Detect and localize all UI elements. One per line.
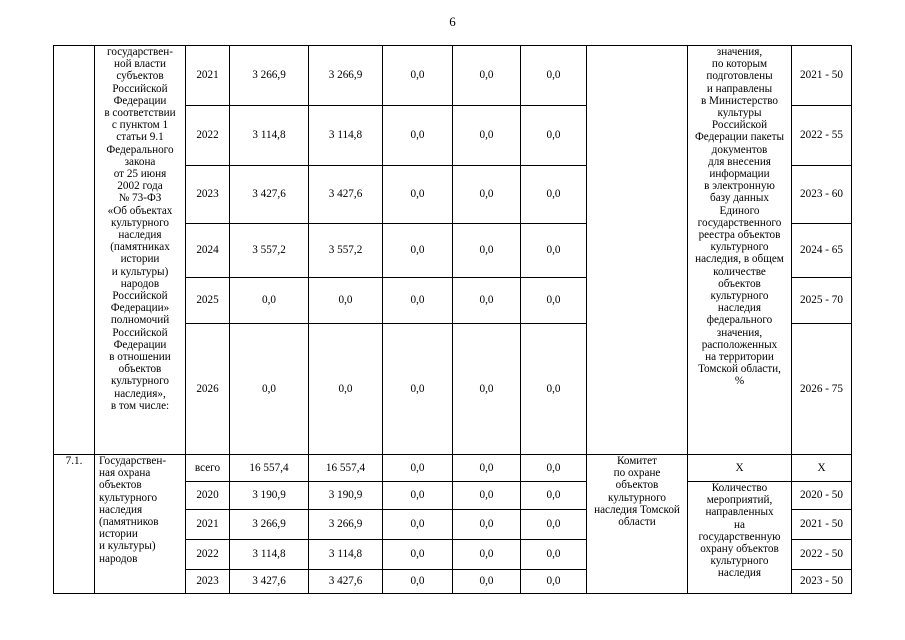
- indicator-line: базу данных: [710, 192, 769, 205]
- indicator-line: на территории: [705, 351, 774, 364]
- measure-line: № 73-ФЗ: [118, 192, 162, 205]
- indicator-line: Российской: [711, 119, 768, 132]
- executor-line: по охране: [613, 467, 661, 480]
- indicator-line: культурного: [710, 555, 769, 568]
- total-cell: 16 557,4: [230, 455, 309, 482]
- measure-line: Российской: [112, 290, 168, 303]
- row-number-cell: 7.1.: [54, 455, 95, 594]
- budget-cell: 0,0: [453, 324, 521, 455]
- measure-line: закона: [124, 155, 156, 168]
- row-number-cell: [54, 46, 95, 455]
- budget-cell: 0,0: [453, 46, 521, 106]
- budget-cell: 0,0: [383, 510, 453, 540]
- indicator-line: культурного: [710, 241, 769, 254]
- measure-line: наследия: [118, 229, 162, 242]
- federal-cell: 0,0: [309, 278, 383, 324]
- budget-cell: 0,0: [383, 278, 453, 324]
- indicator-line: в Министерство: [700, 94, 779, 107]
- federal-cell: 3 427,6: [309, 570, 383, 594]
- measure-line: Федерации: [113, 338, 167, 351]
- measure-line: (памятников: [99, 516, 159, 529]
- federal-cell: 0,0: [309, 324, 383, 455]
- budget-cell: 0,0: [383, 224, 453, 278]
- indicator-line: в электронную: [704, 180, 775, 193]
- year-cell: 2022: [186, 540, 230, 570]
- budget-cell: 0,0: [521, 278, 587, 324]
- measure-line: Государствен-: [99, 455, 167, 467]
- federal-cell: 3 114,8: [309, 540, 383, 570]
- indicator-line: направленных: [705, 506, 774, 519]
- measure-line: ная охрана: [99, 467, 151, 480]
- measure-line: Российской: [112, 82, 168, 95]
- budget-cell: 0,0: [521, 46, 587, 106]
- indicator-line: документов: [711, 143, 768, 156]
- budget-cell: 0,0: [383, 540, 453, 570]
- indicator-description: [688, 482, 792, 594]
- measure-line: культурного: [99, 491, 158, 504]
- indicator-line: объектов: [718, 277, 761, 290]
- indicator-line: по которым: [711, 58, 768, 71]
- budget-cell: 0,0: [453, 166, 521, 224]
- year-cell: 2020: [186, 482, 230, 510]
- measure-line: и культуры): [111, 265, 169, 278]
- total-cell: 0,0: [230, 324, 309, 455]
- measure-line: Российской: [112, 326, 168, 339]
- target-value-cell: 2023 - 50: [792, 570, 852, 594]
- federal-cell: 3 557,2: [309, 224, 383, 278]
- budget-cell: 0,0: [453, 540, 521, 570]
- measure-line: Федерации: [113, 94, 167, 107]
- indicator-line: наследия: [717, 302, 762, 315]
- table-row: [54, 46, 852, 106]
- indicator-line: реестра объектов: [698, 229, 781, 242]
- measure-line: Федерации»: [110, 302, 170, 315]
- measure-line: и культуры): [99, 540, 156, 553]
- measure-line: ной власти: [114, 58, 166, 71]
- executor-line: Комитет: [616, 455, 658, 467]
- budget-cell: 0,0: [521, 540, 587, 570]
- measure-line: культурного: [110, 375, 170, 388]
- indicator-line: Количество: [711, 482, 768, 494]
- executor-cell: [587, 46, 688, 455]
- federal-cell: 3 190,9: [309, 482, 383, 510]
- measure-line: объектов: [99, 479, 142, 492]
- indicator-line: культурного: [710, 290, 769, 303]
- budget-cell: 0,0: [383, 166, 453, 224]
- indicator-line: Единого: [719, 204, 760, 217]
- target-value-cell: 2026 - 75: [792, 324, 852, 455]
- year-cell: 2021: [186, 510, 230, 540]
- target-value-cell: 2025 - 70: [792, 278, 852, 324]
- budget-cell: 0,0: [453, 510, 521, 540]
- indicator-description: [688, 46, 792, 455]
- indicator-line: информации: [709, 168, 770, 181]
- indicator-line: мероприятий,: [706, 494, 773, 507]
- measure-line: от 25 июня: [113, 168, 167, 181]
- measure-line: в том числе:: [110, 399, 170, 412]
- budget-cell: 0,0: [521, 166, 587, 224]
- measure-line: Федерального: [106, 143, 174, 156]
- indicator-line: на: [734, 518, 745, 531]
- budget-cell: 0,0: [383, 46, 453, 106]
- budget-cell: 0,0: [453, 570, 521, 594]
- measure-description: [95, 46, 186, 455]
- table-row: [54, 455, 852, 482]
- year-cell: 2025: [186, 278, 230, 324]
- indicator-line: для внесения: [708, 155, 771, 168]
- measure-line: «Об объектах: [107, 204, 173, 217]
- total-cell: 3 427,6: [230, 166, 309, 224]
- budget-cell: 0,0: [453, 455, 521, 482]
- indicator-line: количестве: [713, 265, 766, 278]
- x-mark-cell: Х: [792, 455, 852, 482]
- budget-cell: 0,0: [383, 106, 453, 166]
- measure-line: истории: [120, 253, 160, 266]
- measure-line: народов: [99, 552, 138, 565]
- executor-line: области: [618, 516, 656, 529]
- target-value-cell: 2024 - 65: [792, 224, 852, 278]
- indicator-line: значения,: [716, 326, 763, 339]
- executor-cell: [587, 455, 688, 594]
- federal-cell: 3 266,9: [309, 510, 383, 540]
- measure-line: государствен-: [107, 46, 173, 58]
- measure-line: наследия: [99, 503, 143, 516]
- indicator-line: федерального: [706, 314, 773, 327]
- budget-cell: 0,0: [521, 482, 587, 510]
- year-cell: 2024: [186, 224, 230, 278]
- program-table: [53, 45, 852, 594]
- total-cell: 3 266,9: [230, 510, 309, 540]
- executor-line: объектов: [615, 479, 659, 492]
- indicator-line: государственную: [698, 530, 781, 543]
- year-cell: 2023: [186, 166, 230, 224]
- measure-line: субъектов: [116, 70, 164, 83]
- indicator-line: культуры: [717, 107, 762, 120]
- total-cell: 3 557,2: [230, 224, 309, 278]
- target-value-cell: 2022 - 55: [792, 106, 852, 166]
- year-cell: 2026: [186, 324, 230, 455]
- target-value-cell: 2021 - 50: [792, 46, 852, 106]
- measure-line: статьи 9.1: [116, 131, 164, 144]
- measure-line: истории: [99, 528, 138, 541]
- indicator-line: Федерации пакеты: [694, 131, 785, 144]
- x-mark-cell: Х: [688, 455, 792, 482]
- measure-line: наследия»,: [114, 387, 166, 400]
- target-value-cell: 2023 - 60: [792, 166, 852, 224]
- year-cell: всего: [186, 455, 230, 482]
- total-cell: 3 114,8: [230, 540, 309, 570]
- measure-line: культурного: [110, 216, 170, 229]
- measure-line: полномочий: [110, 314, 170, 327]
- measure-line: с пунктом 1: [111, 119, 169, 132]
- indicator-line: Томской области,: [698, 363, 781, 376]
- budget-cell: 0,0: [453, 224, 521, 278]
- budget-cell: 0,0: [383, 324, 453, 455]
- measure-line: 2002 года: [117, 180, 163, 193]
- indicator-line: охрану объектов: [700, 543, 779, 556]
- budget-cell: 0,0: [521, 455, 587, 482]
- budget-cell: 0,0: [383, 455, 453, 482]
- page-number: 6: [449, 14, 456, 29]
- measure-description: [95, 455, 186, 594]
- budget-cell: 0,0: [521, 106, 587, 166]
- budget-cell: 0,0: [453, 278, 521, 324]
- total-cell: 3 114,8: [230, 106, 309, 166]
- target-value-cell: 2021 - 50: [792, 510, 852, 540]
- target-value-cell: 2022 - 50: [792, 540, 852, 570]
- measure-line: в соответствии: [104, 107, 176, 120]
- indicator-line: значения,: [716, 46, 763, 58]
- indicator-line: государственного: [697, 216, 782, 229]
- budget-cell: 0,0: [383, 570, 453, 594]
- executor-line: культурного: [607, 491, 667, 504]
- total-cell: 3 190,9: [230, 482, 309, 510]
- measure-line: народов: [120, 277, 160, 290]
- budget-cell: 0,0: [453, 106, 521, 166]
- measure-line: (памятниках: [110, 241, 170, 254]
- budget-cell: 0,0: [453, 482, 521, 510]
- federal-cell: 3 427,6: [309, 166, 383, 224]
- indicator-line: %: [734, 375, 745, 388]
- budget-cell: 0,0: [521, 510, 587, 540]
- total-cell: 3 266,9: [230, 46, 309, 106]
- measure-line: объектов: [118, 363, 162, 376]
- year-cell: 2023: [186, 570, 230, 594]
- year-cell: 2021: [186, 46, 230, 106]
- executor-line: наследия Томской: [594, 503, 680, 516]
- measure-line: в отношении: [109, 351, 171, 364]
- budget-cell: 0,0: [521, 570, 587, 594]
- budget-cell: 0,0: [383, 482, 453, 510]
- indicator-line: подготовлены: [706, 70, 773, 83]
- indicator-line: наследия, в общем: [695, 253, 784, 266]
- total-cell: 3 427,6: [230, 570, 309, 594]
- target-value-cell: 2020 - 50: [792, 482, 852, 510]
- indicator-line: и направлены: [706, 82, 773, 95]
- total-cell: 0,0: [230, 278, 309, 324]
- budget-cell: 0,0: [521, 224, 587, 278]
- federal-cell: 16 557,4: [309, 455, 383, 482]
- indicator-line: наследия: [717, 567, 762, 580]
- federal-cell: 3 114,8: [309, 106, 383, 166]
- year-cell: 2022: [186, 106, 230, 166]
- budget-cell: 0,0: [521, 324, 587, 455]
- federal-cell: 3 266,9: [309, 46, 383, 106]
- indicator-line: расположенных: [701, 338, 778, 351]
